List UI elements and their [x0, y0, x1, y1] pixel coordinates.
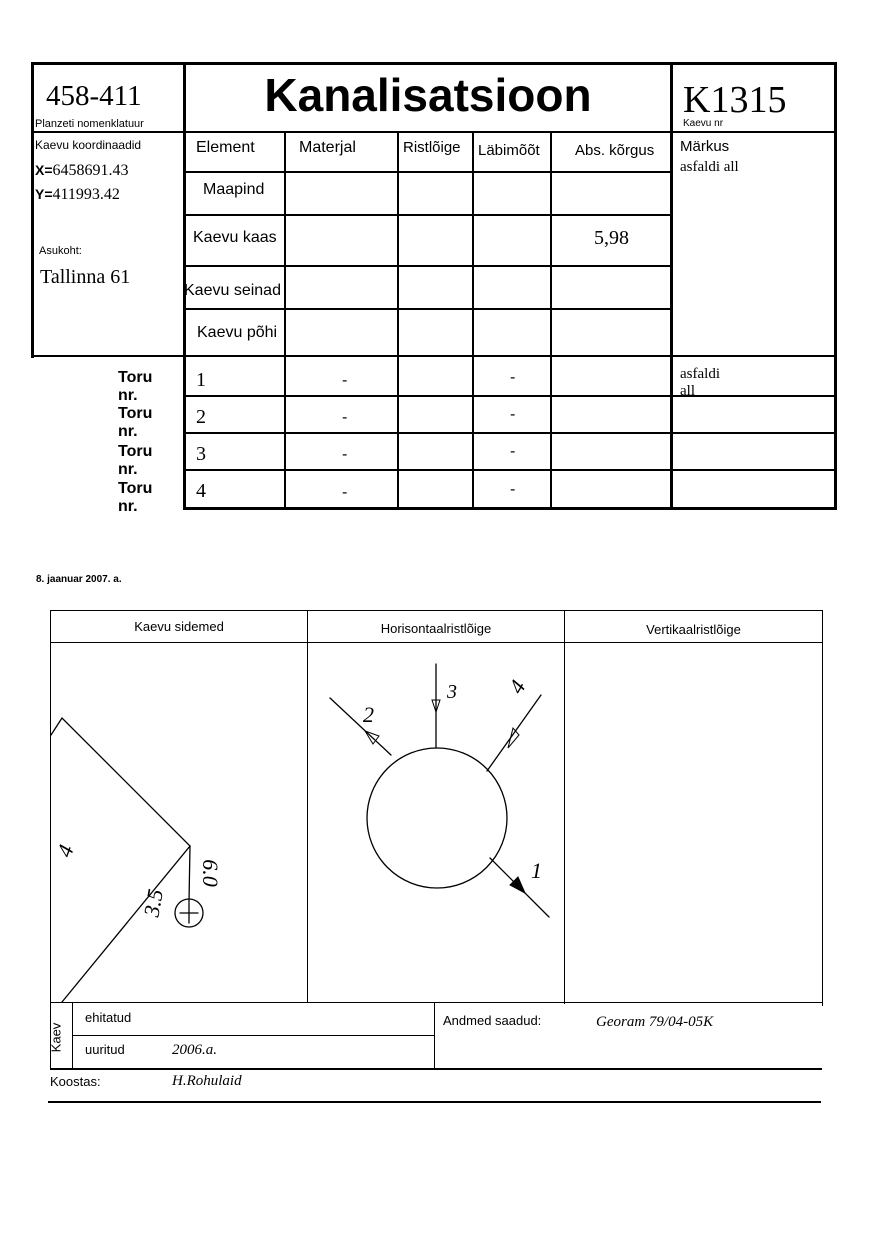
abs-height-value: 5,98 — [594, 227, 629, 249]
studied-label: uuritud — [85, 1042, 125, 1057]
pipe-label: Toru nr. — [118, 480, 153, 515]
element-row-label: Maapind — [203, 181, 265, 198]
pipe-diameter: - — [510, 443, 516, 460]
pipe-4-line — [487, 695, 541, 771]
pipe-diameter: - — [510, 406, 516, 423]
pipe-number: 3 — [196, 443, 206, 465]
col-title-horizontal: Horisontaalristlõige — [380, 621, 492, 636]
col-cross-section: Ristlõige — [403, 139, 461, 156]
y-label: Y= — [35, 186, 53, 202]
pipe-label-1: 1 — [531, 858, 542, 883]
pipe-diameter: - — [510, 369, 516, 386]
pipe-material: - — [342, 446, 348, 463]
kaev-side-label: Kaev — [48, 1022, 64, 1053]
pipe-label-2: 2 — [363, 702, 374, 727]
col-diameter: Läbimõõt — [478, 142, 540, 159]
source-value: Georam 79/04-05K — [596, 1014, 714, 1030]
element-remark: asfaldi all — [680, 159, 739, 175]
y-coordinate — [35, 186, 120, 204]
source-label: Andmed saadud: — [443, 1013, 542, 1028]
sheet-number: 458-411 — [46, 80, 142, 112]
author-value: H.Rohulaid — [172, 1073, 242, 1089]
well-label: Kaevu nr — [683, 118, 724, 129]
col-title-sidemed: Kaevu sidemed — [134, 619, 224, 634]
col-remark: Märkus — [680, 138, 730, 155]
y-value: 411993.42 — [52, 186, 120, 203]
manhole-circle — [367, 748, 507, 888]
pipe-label: Toru nr. — [118, 405, 153, 440]
page-title: Kanalisatsioon — [264, 69, 592, 121]
arrow-4 — [508, 728, 519, 748]
pipe-label-3: 3 — [447, 681, 457, 703]
hand-label-35: 3.5 — [138, 887, 168, 919]
element-row-label: Kaevu põhi — [197, 324, 278, 341]
col-title-vertical: Vertikaalristlõige — [646, 622, 741, 637]
pipe-material: - — [342, 484, 348, 501]
pipe-diameter: - — [510, 481, 516, 498]
sheet-label: Planzeti nomenklatuur — [35, 118, 144, 130]
arrow-3 — [432, 700, 440, 712]
col-material: Materjal — [299, 139, 356, 156]
pipe-material: - — [342, 372, 348, 389]
pipe-number: 4 — [196, 480, 206, 502]
x-label: X= — [35, 162, 53, 178]
col-element: Element — [196, 139, 255, 156]
element-row-label: Kaevu kaas — [193, 229, 277, 246]
pipe-number: 2 — [196, 406, 206, 428]
building-outline — [51, 718, 190, 1002]
arrow-2 — [365, 731, 379, 744]
date-text: 8. jaanuar 2007. a. — [36, 574, 122, 585]
coords-label: Kaevu koordinaadid — [35, 138, 142, 152]
pipe-number: 1 — [196, 369, 206, 391]
well-number: K1315 — [683, 79, 787, 121]
built-label: ehitatud — [85, 1010, 132, 1025]
hand-label-4: 4 — [51, 841, 79, 861]
location-label: Asukoht: — [39, 245, 82, 257]
col-abs-height: Abs. kõrgus — [575, 142, 655, 159]
pipe-material: - — [342, 409, 348, 426]
pipe-label: Toru nr. — [118, 443, 153, 478]
pipe-label-4: 4 — [503, 675, 531, 698]
element-row-label: Kaevu seinad — [184, 282, 281, 299]
arrow-1 — [510, 877, 525, 893]
author-label: Koostas: — [50, 1074, 101, 1089]
pipe-label: Toru nr. — [118, 369, 153, 404]
hand-label-60: 6.0 — [197, 859, 223, 887]
pipe-remark: asfaldi all — [680, 366, 720, 399]
x-value: 6458691.43 — [52, 162, 129, 179]
measure-line — [189, 846, 190, 902]
location-value: Tallinna 61 — [40, 266, 131, 288]
pipe-2-line — [330, 698, 391, 755]
well-symbol — [175, 899, 203, 927]
studied-value: 2006.a. — [172, 1042, 217, 1058]
x-coordinate — [35, 162, 129, 180]
